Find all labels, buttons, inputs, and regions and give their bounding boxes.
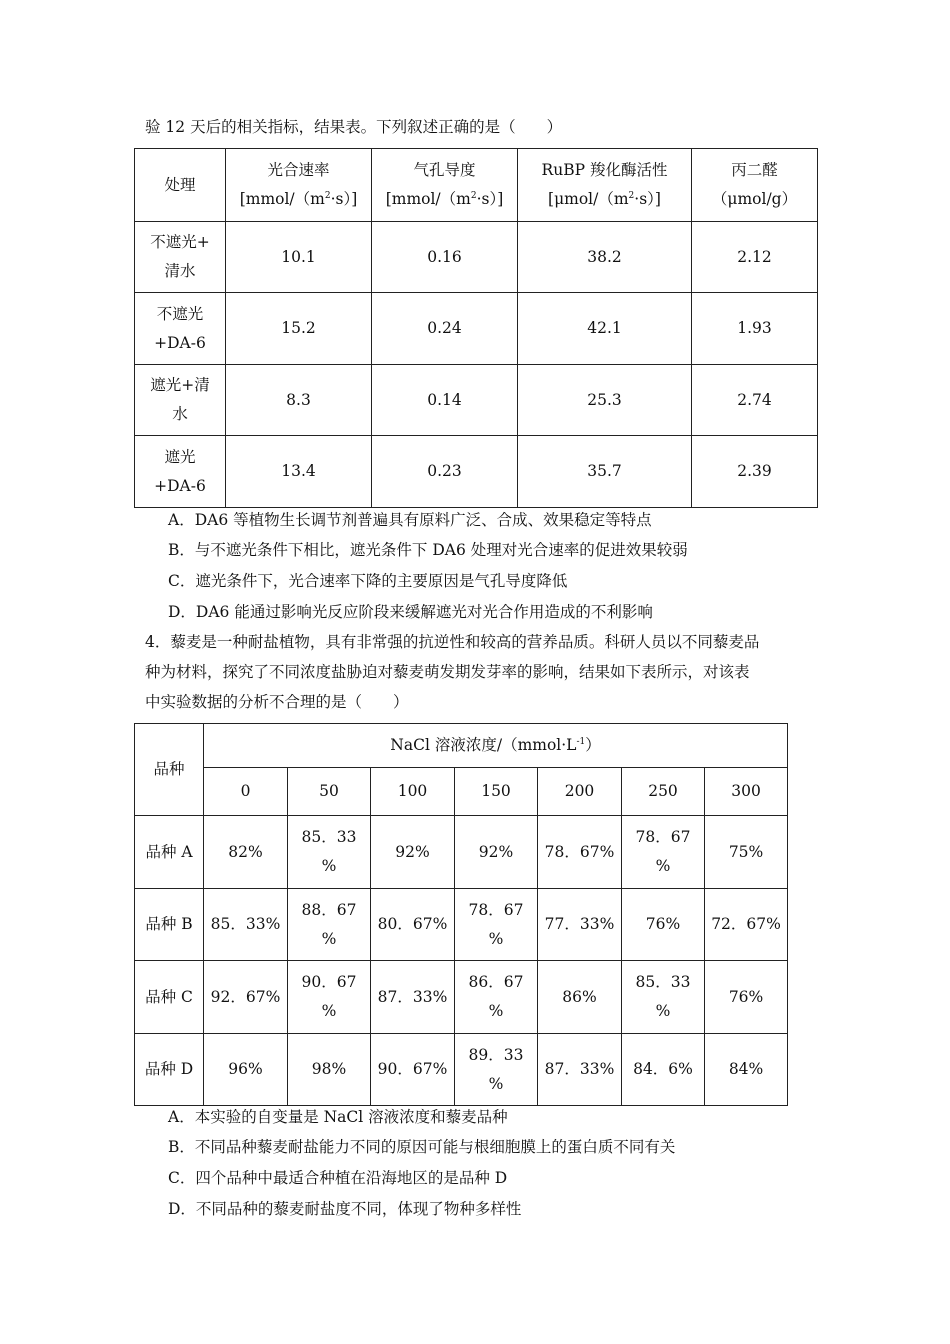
value-cell: 92%: [371, 816, 455, 889]
value-cell: 72．67%: [705, 889, 788, 961]
header-mda: [692, 149, 818, 222]
variety-cell: 品种 C: [135, 961, 204, 1034]
concentration-header: 100: [371, 768, 455, 816]
value-cell: 0.23: [372, 436, 518, 508]
value-cell: 84%: [705, 1034, 788, 1106]
value-cell: 88．67 %: [288, 889, 371, 961]
treatment-cell: 遮光+清 水: [135, 365, 226, 436]
header-stomatal-conductance: [372, 149, 518, 222]
value-cell: 92%: [455, 816, 538, 889]
table-row: [135, 436, 818, 508]
header-label: RuBP 羧化酶活性: [541, 161, 668, 179]
header-label: 丙二醛: [731, 161, 778, 179]
value-cell: 85．33 %: [288, 816, 371, 889]
value-cell: 76%: [622, 889, 705, 961]
header-unit: $[mmol/(m^2\cdot s)]$: [239, 190, 358, 208]
value-cell: 92．67%: [204, 961, 288, 1034]
value-cell: 0.14: [372, 365, 518, 436]
value-cell: 13.4: [226, 436, 372, 508]
q3-table-header-row: [135, 149, 818, 222]
value-cell: 90．67 %: [288, 961, 371, 1034]
value-cell: 87．33%: [371, 961, 455, 1034]
value-cell: 80．67%: [371, 889, 455, 961]
q4-option-a: A．本实验的自变量是 NaCl 溶液浓度和藜麦品种: [168, 1108, 508, 1126]
table-row: [135, 293, 818, 365]
value-cell: 78．67 %: [622, 816, 705, 889]
q4-option-c: C．四个品种中最适合种植在沿海地区的是品种 D: [168, 1169, 508, 1187]
header-unit: （μmol/g）: [711, 190, 798, 208]
table-row: [135, 961, 788, 1034]
value-cell: 2.39: [692, 436, 818, 508]
value-cell: 96%: [204, 1034, 288, 1106]
q4-option-d: D．不同品种的藜麦耐盐度不同，体现了物种多样性: [168, 1200, 522, 1218]
value-cell: 85．33 %: [622, 961, 705, 1034]
value-cell: 98%: [288, 1034, 371, 1106]
value-cell: 1.93: [692, 293, 818, 365]
value-cell: 42.1: [518, 293, 692, 365]
value-cell: 78．67%: [538, 816, 622, 889]
q4-stem-line: 种为材料，探究了不同浓度盐胁迫对藜麦萌发期发芽率的影响，结果如下表所示，对该表: [145, 663, 750, 681]
value-cell: 78．67 %: [455, 889, 538, 961]
header-label: 气孔导度: [413, 161, 476, 179]
variety-cell: 品种 D: [135, 1034, 204, 1106]
q3-option-d: D．DA6 能通过影响光反应阶段来缓解遮光对光合作用造成的不利影响: [168, 603, 653, 621]
value-cell: 85．33%: [204, 889, 288, 961]
value-cell: 89．33 %: [455, 1034, 538, 1106]
value-cell: 90．67%: [371, 1034, 455, 1106]
value-cell: 86．67 %: [455, 961, 538, 1034]
q3-option-b: B．与不遮光条件下相比，遮光条件下 DA6 处理对光合速率的促进效果较弱: [168, 541, 688, 559]
value-cell: 8.3: [226, 365, 372, 436]
concentration-header: 300: [705, 768, 788, 816]
header-label: 光合速率: [267, 161, 330, 179]
q4-option-b: B．不同品种藜麦耐盐能力不同的原因可能与根细胞膜上的蛋白质不同有关: [168, 1138, 676, 1156]
value-cell: 87．33%: [538, 1034, 622, 1106]
header-unit: $[mmol/(m^2\cdot s)]$: [385, 190, 504, 208]
header-treatment: 处理: [135, 149, 226, 222]
table-row: [135, 365, 818, 436]
q4-table-group-row: [135, 724, 788, 768]
q4-table-concentration-row: [135, 768, 788, 816]
concentration-header: 200: [538, 768, 622, 816]
concentration-header: 0: [204, 768, 288, 816]
value-cell: 86%: [538, 961, 622, 1034]
value-cell: 2.12: [692, 222, 818, 293]
q4-stem-line: 中实验数据的分析不合理的是（ ）: [145, 693, 409, 711]
value-cell: 25.3: [518, 365, 692, 436]
table-row: [135, 816, 788, 889]
concentration-header: 150: [455, 768, 538, 816]
header-rubp-activity: [518, 149, 692, 222]
q3-table: [134, 148, 818, 508]
concentration-header: 50: [288, 768, 371, 816]
q4-stem-line: 4．藜麦是一种耐盐植物，具有非常强的抗逆性和较高的营养品质。科研人员以不同藜麦品: [145, 633, 760, 651]
variety-cell: 品种 B: [135, 889, 204, 961]
header-unit: $[\mu mol/(m^2\cdot s)]$: [548, 190, 661, 208]
value-cell: 76%: [705, 961, 788, 1034]
q3-intro: 验 12 天后的相关指标，结果表。下列叙述正确的是（ ）: [145, 118, 563, 136]
treatment-cell: 遮光 +DA-6: [135, 436, 226, 508]
value-cell: 82%: [204, 816, 288, 889]
value-cell: 38.2: [518, 222, 692, 293]
header-nacl-concentration: NaCl 溶液浓度$/(mmol\cdot L^{-1})$: [204, 724, 788, 768]
value-cell: 0.16: [372, 222, 518, 293]
value-cell: 0.24: [372, 293, 518, 365]
q4-table: [134, 723, 788, 1106]
value-cell: 75%: [705, 816, 788, 889]
q3-option-a: A．DA6 等植物生长调节剂普遍具有原料广泛、合成、效果稳定等特点: [168, 511, 652, 529]
header-variety: 品种: [135, 724, 204, 816]
table-row: [135, 889, 788, 961]
value-cell: 15.2: [226, 293, 372, 365]
value-cell: 77．33%: [538, 889, 622, 961]
treatment-cell: 不遮光+ 清水: [135, 222, 226, 293]
table-row: [135, 222, 818, 293]
value-cell: 35.7: [518, 436, 692, 508]
treatment-cell: 不遮光 +DA-6: [135, 293, 226, 365]
table-row: [135, 1034, 788, 1106]
value-cell: 2.74: [692, 365, 818, 436]
value-cell: 10.1: [226, 222, 372, 293]
concentration-header: 250: [622, 768, 705, 816]
header-photosynthesis-rate: [226, 149, 372, 222]
variety-cell: 品种 A: [135, 816, 204, 889]
q3-option-c: C．遮光条件下，光合速率下降的主要原因是气孔导度降低: [168, 572, 568, 590]
value-cell: 84．6%: [622, 1034, 705, 1106]
